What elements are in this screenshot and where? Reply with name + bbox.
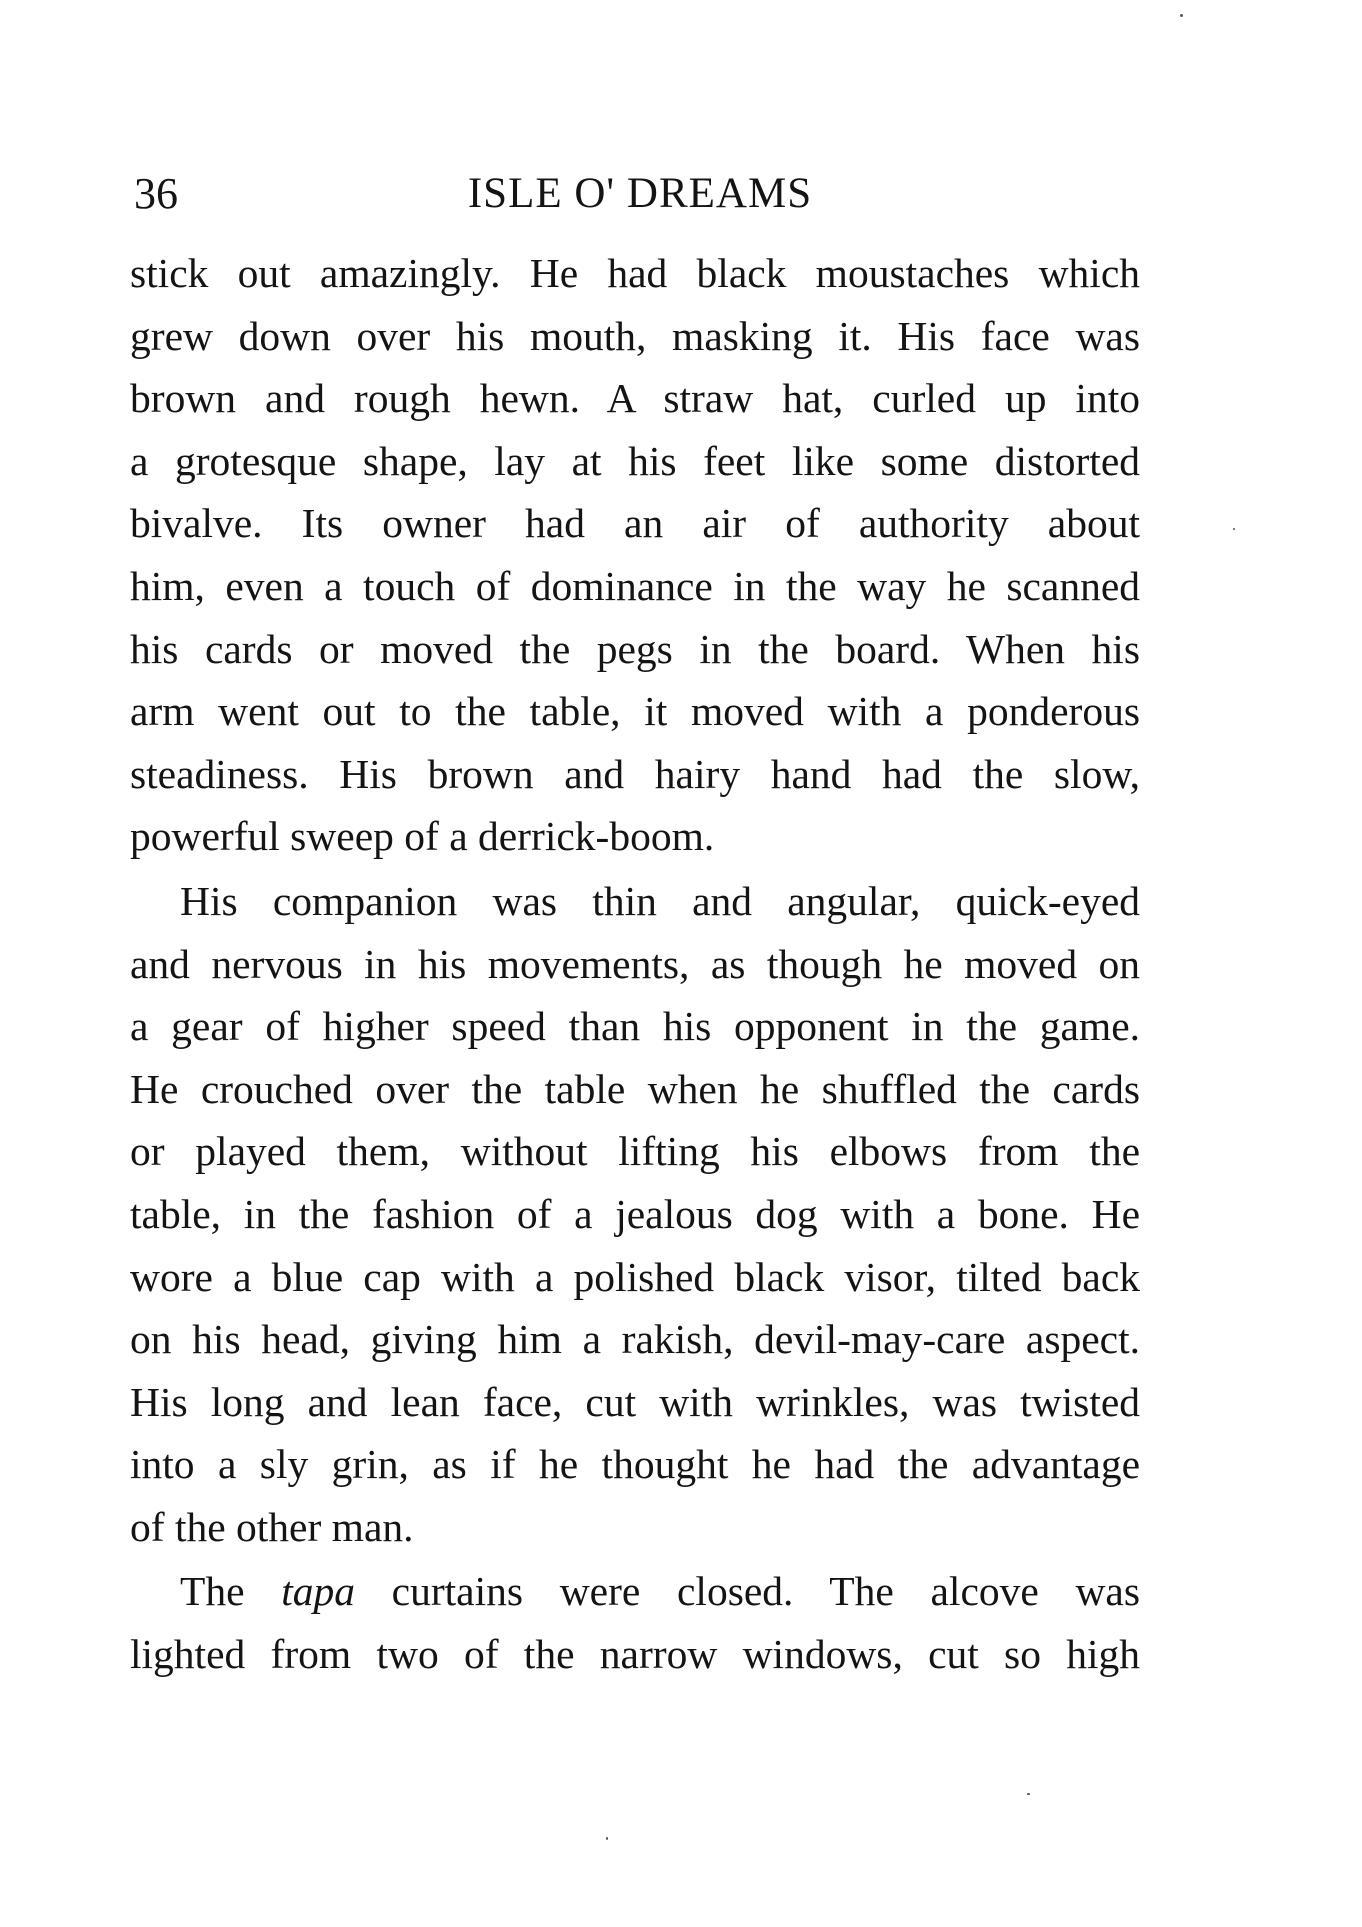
text-line: steadiness. His brown and hairy hand had the slow, — [130, 750, 1140, 797]
paper-speck — [1027, 1793, 1030, 1795]
text-line: into a sly grin, as if he thought he had the advantage — [130, 1441, 1140, 1488]
text-run: curtains were closed. The alcove was — [354, 1568, 1140, 1615]
paper-speck — [1233, 528, 1235, 530]
paper-speck — [1180, 14, 1183, 17]
text-line: a gear of higher speed than his opponent in the game. — [130, 1003, 1140, 1050]
text-line: on his head, giving him a rakish, devil-may-care aspect. — [130, 1316, 1140, 1363]
running-title: ISLE O' DREAMS — [467, 170, 813, 217]
paragraph-2 — [130, 870, 1140, 1559]
page-number: 36 — [134, 169, 178, 218]
body-text — [130, 242, 1140, 1686]
text-run: The — [180, 1568, 282, 1615]
text-line: brown and rough hewn. A straw hat, curled up into — [130, 375, 1140, 422]
text-line: bivalve. Its owner had an air of authority about — [130, 500, 1140, 547]
text-line: powerful sweep of a derrick-boom. — [130, 813, 715, 860]
text-line: grew down over his mouth, masking it. His face was — [130, 312, 1140, 359]
text-line: His long and lean face, cut with wrinkles, was twisted — [130, 1378, 1140, 1425]
paragraph-3 — [130, 1560, 1140, 1685]
paragraph-1 — [130, 242, 1140, 868]
paper-speck — [606, 1837, 608, 1840]
text-line: stick out amazingly. He had black moustaches which — [130, 250, 1140, 296]
text-line: table, in the fashion of a jealous dog with a bone. He — [130, 1190, 1140, 1237]
text-line: of the other man. — [130, 1503, 414, 1550]
text-line: wore a blue cap with a polished black visor, tilted back — [130, 1253, 1140, 1300]
text-line: a grotesque shape, lay at his feet like some distorted — [130, 437, 1140, 484]
text-line: arm went out to the table, it moved with a ponderous — [130, 688, 1140, 735]
text-line: his cards or moved the pegs in the board. When his — [130, 625, 1140, 672]
text-line: or played them, without lifting his elbows from the — [130, 1128, 1140, 1175]
italic-word: tapa — [281, 1568, 355, 1615]
running-head — [130, 164, 1140, 224]
text-line: and nervous in his movements, as though he moved on — [130, 940, 1140, 987]
text-line: His companion was thin and angular, quick-eyed — [180, 877, 1140, 924]
text-line: him, even a touch of dominance in the way he scanned — [130, 562, 1140, 609]
text-line: He crouched over the table when he shuffled the cards — [130, 1065, 1140, 1112]
text-line: lighted from two of the narrow windows, cut so high — [130, 1631, 1140, 1678]
text-line — [130, 1560, 1140, 1623]
